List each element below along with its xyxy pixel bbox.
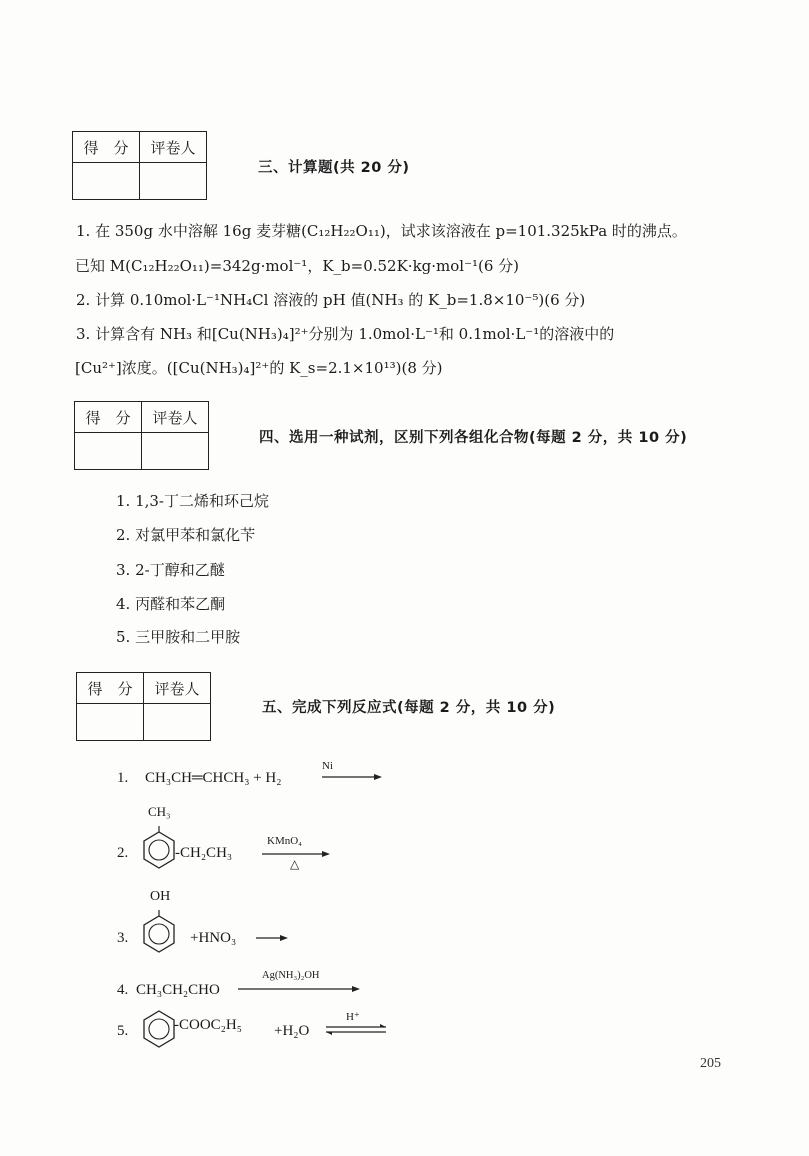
section3-title: 三、计算题(共 20 分): [258, 160, 410, 176]
grader-label: 评卷人: [140, 132, 207, 163]
score-box-section3: [72, 131, 207, 200]
score-label: 得 分: [77, 673, 144, 704]
page-number: 205: [700, 1056, 721, 1071]
s4-item-1: 1. 1,3-丁二烯和环己烷: [116, 492, 270, 510]
r1-formula: CH₃CH═CHCH₃ + H₂: [145, 770, 282, 786]
benzene-ring-icon: [139, 826, 179, 870]
r5-equilibrium-arrow: [326, 1024, 388, 1036]
r1-number: 1.: [117, 770, 129, 786]
s4-item-2: 2. 对氯甲苯和氯化苄: [116, 526, 256, 544]
r3-arrow: [256, 933, 288, 943]
score-box-section4: [74, 401, 209, 470]
score-box-section5: [76, 672, 211, 741]
score-label: 得 分: [73, 132, 140, 163]
grader-cell[interactable]: [144, 704, 211, 741]
s4-item-5: 5. 三甲胺和二甲胺: [116, 628, 241, 646]
s4-item-4: 4. 丙醛和苯乙酮: [116, 595, 226, 613]
grader-cell[interactable]: [142, 433, 209, 470]
section5-title: 五、完成下列反应式(每题 2 分，共 10 分): [262, 700, 556, 716]
r3-substituent-top: OH: [150, 889, 171, 904]
benzene-ring-icon: [139, 1009, 179, 1049]
r5-substituent-side: -COOC₂H₅: [174, 1017, 242, 1033]
r4-formula: CH₃CH₂CHO: [136, 982, 220, 998]
score-cell[interactable]: [77, 704, 144, 741]
r2-substituent-side: -CH₂CH₃: [175, 845, 233, 861]
benzene-ring-icon: [139, 910, 179, 954]
s3-q3-line2: [Cu²⁺]浓度。([Cu(NH₃)₄]²⁺的 K_s=2.1×10¹³)(8 分): [75, 359, 443, 377]
s3-q3-line1: 3. 计算含有 NH₃ 和[Cu(NH₃)₄]²⁺分别为 1.0mol·L⁻¹和 0.1mol·L⁻¹的溶液中的: [76, 325, 615, 343]
r5-reagent: +H₂O: [274, 1023, 310, 1039]
s3-q1-line1: 1. 在 350g 水中溶解 16g 麦芽糖(C₁₂H₂₂O₁₁)，试求该溶液在 p=101.325kPa 时的沸点。: [76, 222, 687, 240]
grader-label: 评卷人: [142, 402, 209, 433]
s3-q2: 2. 计算 0.10mol·L⁻¹NH₄Cl 溶液的 pH 值(NH₃ 的 K_b=1.8×10⁻⁵)(6 分): [76, 291, 586, 309]
r4-reagent: Ag(NH₃)₂OH: [262, 970, 320, 981]
r2-condition: △: [290, 857, 300, 871]
section4-title: 四、选用一种试剂，区别下列各组化合物(每题 2 分，共 10 分): [259, 430, 688, 446]
grader-label: 评卷人: [144, 673, 211, 704]
s3-q1-line2: 已知 M(C₁₂H₂₂O₁₁)=342g·mol⁻¹，K_b=0.52K·kg·mol⁻¹(6 分): [75, 257, 520, 275]
r3-number: 3.: [117, 930, 129, 946]
s4-item-3: 3. 2-丁醇和乙醚: [116, 561, 225, 579]
r4-number: 4.: [117, 982, 129, 998]
score-cell[interactable]: [75, 433, 142, 470]
r1-arrow: [322, 772, 382, 782]
r5-catalyst: H⁺: [346, 1011, 360, 1023]
r2-reagent: KMnO₄: [267, 835, 303, 847]
r2-substituent-top: CH₃: [148, 804, 171, 819]
grader-cell[interactable]: [140, 163, 207, 200]
r4-arrow: [238, 984, 360, 994]
r2-number: 2.: [117, 845, 129, 861]
r1-catalyst: Ni: [322, 760, 333, 772]
score-cell[interactable]: [73, 163, 140, 200]
r5-number: 5.: [117, 1023, 129, 1039]
r3-reagent: +HNO₃: [190, 930, 237, 946]
score-label: 得 分: [75, 402, 142, 433]
